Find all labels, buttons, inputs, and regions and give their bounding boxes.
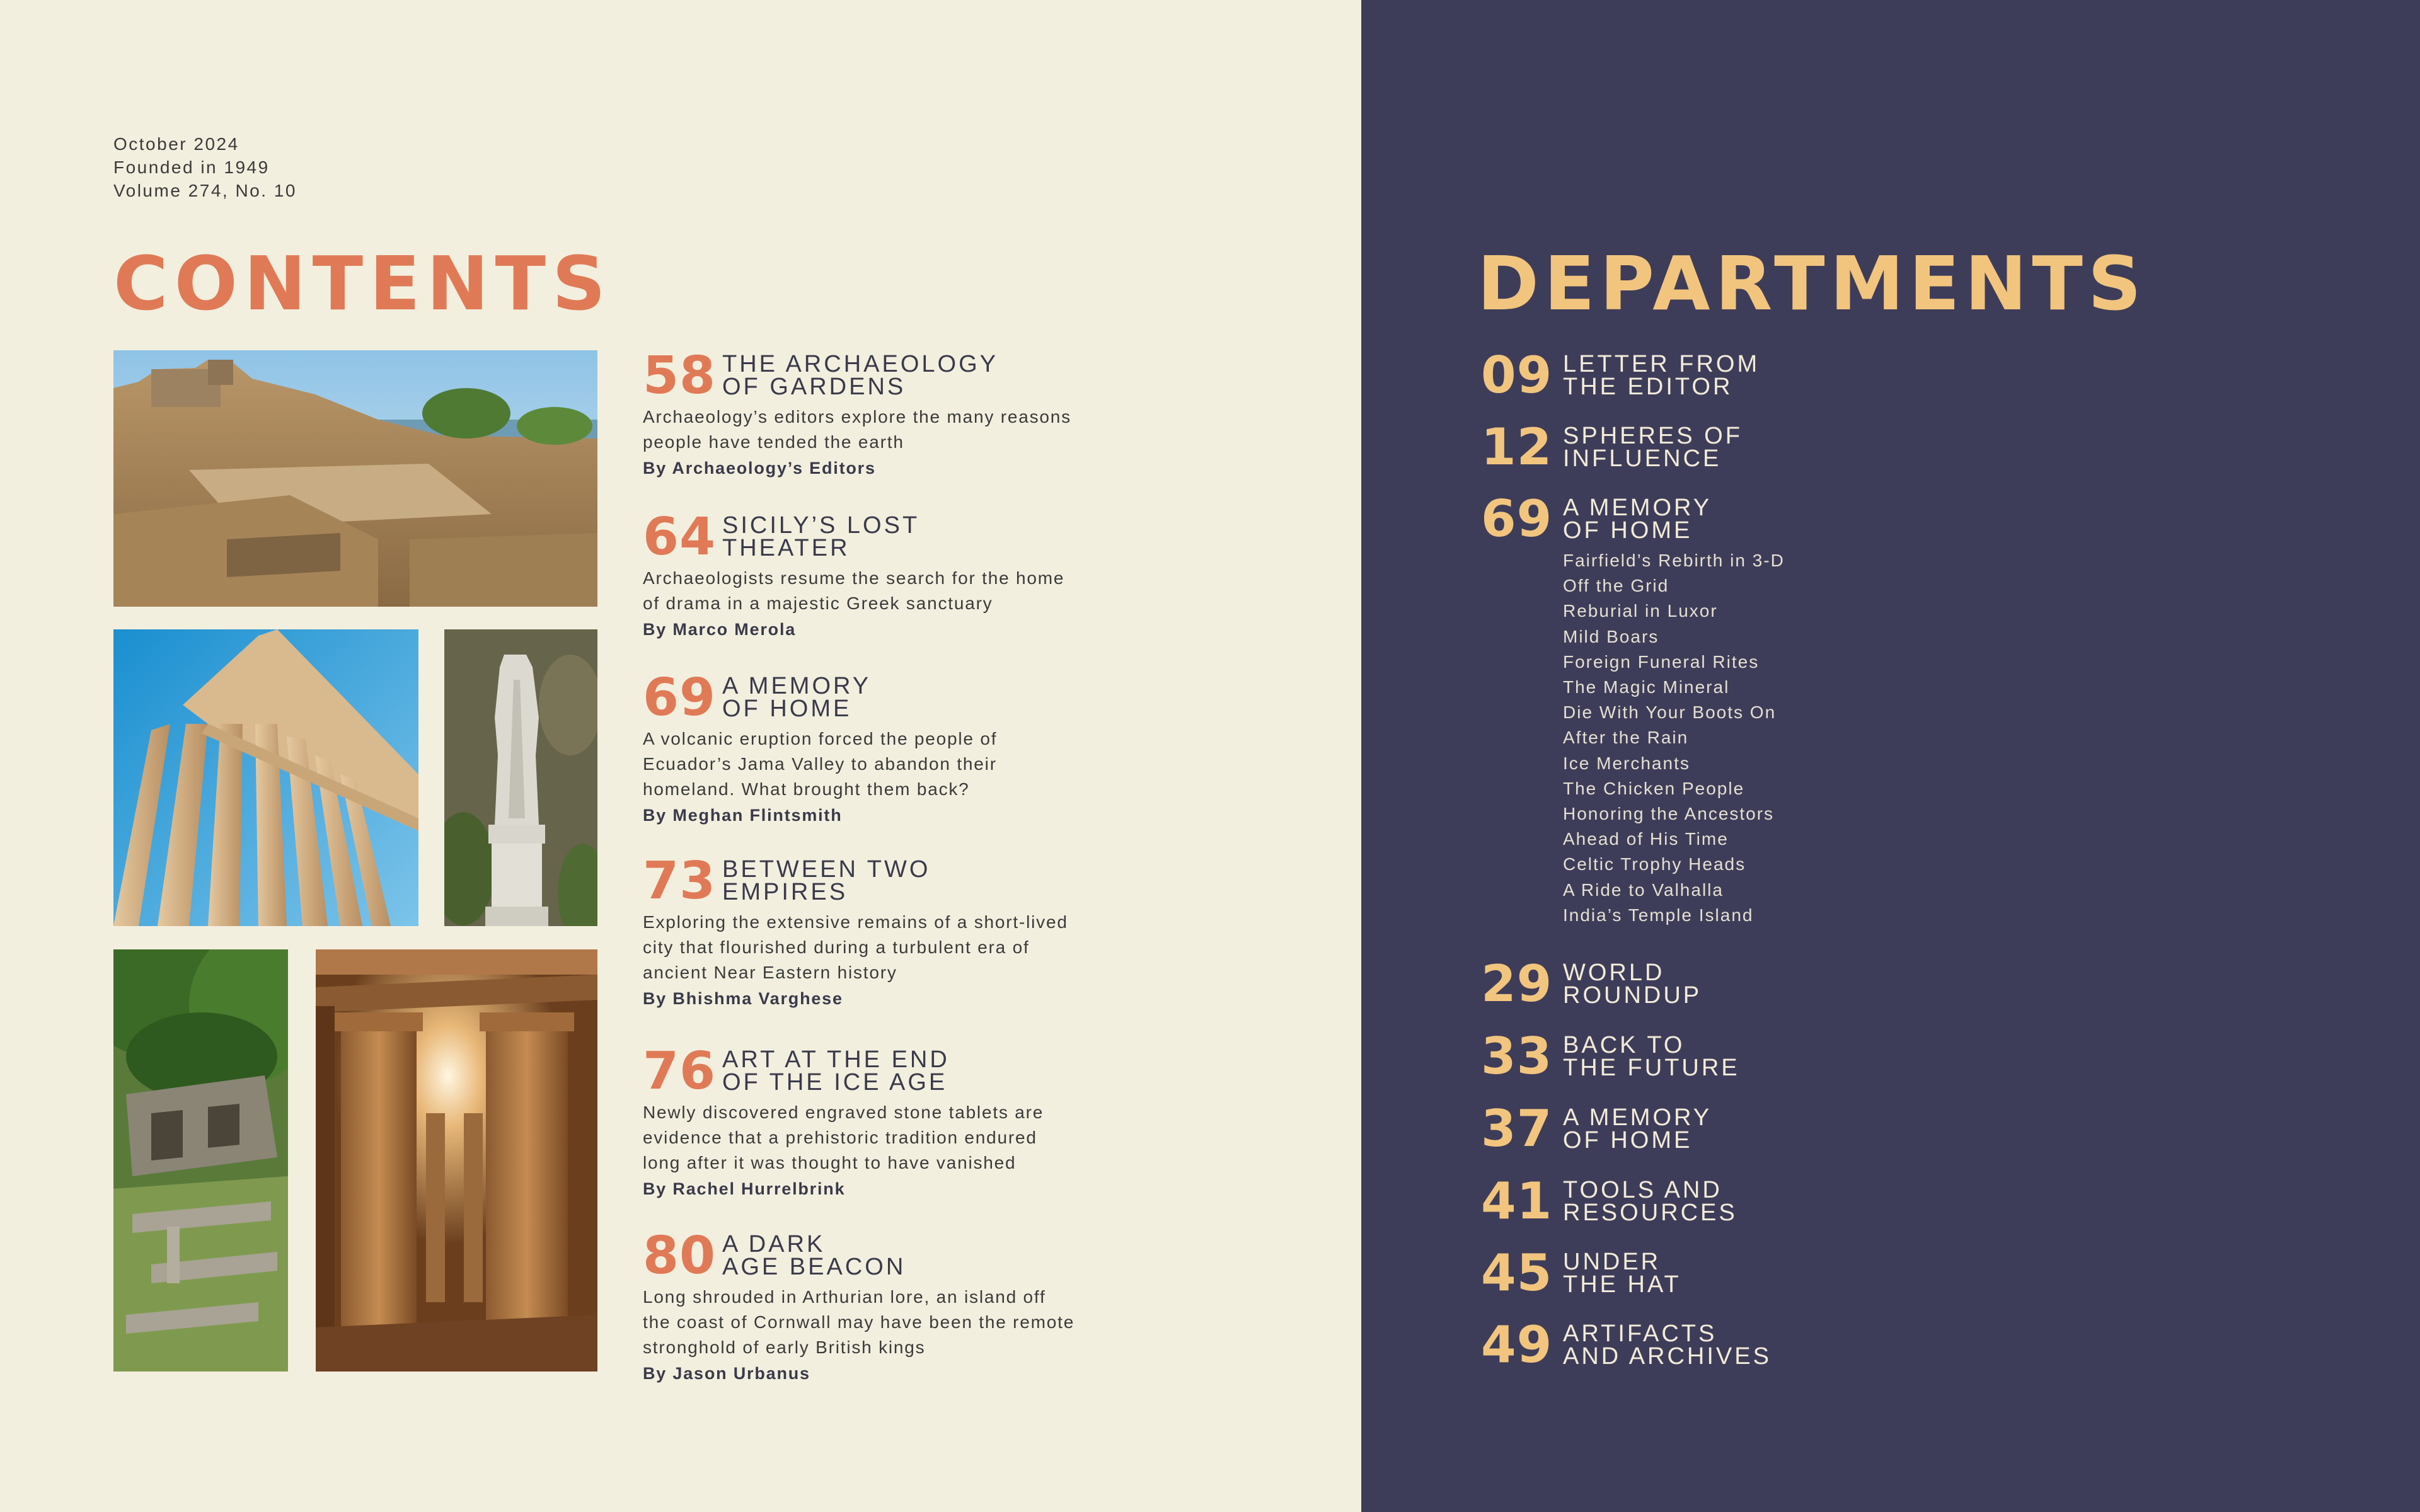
dept-page-number: 37: [1481, 1099, 1553, 1158]
sub-item[interactable]: A Ride to Valhalla: [1563, 879, 1724, 900]
sub-item[interactable]: India’s Temple Island: [1563, 905, 1754, 925]
dept-title: WORLD ROUNDUP: [1563, 959, 1702, 1009]
dept-33[interactable]: [1481, 1027, 1740, 1085]
story-description: Archaeology’s editors explore the many reasons people have tended the earth: [643, 407, 1071, 452]
story-description: Long shrouded in Arthurian lore, an island off the coast of Cornwall may have been the remote stronghold of early British kings: [643, 1287, 1075, 1357]
story-description: Archaeologists resume the search for the home of drama in a majestic Greek sanctuary: [643, 568, 1065, 613]
story-title: SICILY’S LOST THEATER: [722, 512, 920, 561]
dept-page-number: 33: [1481, 1027, 1553, 1085]
dept-sub-items: [1563, 548, 1785, 928]
story-byline: By Rachel Hurrelbrink: [643, 1179, 846, 1198]
story-page-number: 64: [643, 507, 717, 567]
story-byline: By Jason Urbanus: [643, 1364, 810, 1383]
masthead: [113, 132, 297, 202]
dept-title: A MEMORY OF HOME: [1563, 1104, 1712, 1154]
sub-item[interactable]: Reburial in Luxor: [1563, 601, 1718, 621]
sub-item[interactable]: Fairfield’s Rebirth in 3-D: [1563, 551, 1785, 570]
story-description: A volcanic eruption forced the people of Ecuador’s Jama Valley to abandon their homeland. What brought them back?: [643, 729, 998, 799]
dept-12[interactable]: [1481, 418, 1743, 476]
sub-item[interactable]: Die With Your Boots On: [1563, 702, 1777, 723]
sub-item[interactable]: Honoring the Ancestors: [1563, 804, 1775, 824]
photo-overgrown-ruins: [113, 949, 288, 1372]
sub-item[interactable]: Foreign Funeral Rites: [1563, 651, 1760, 672]
sub-item[interactable]: The Magic Mineral: [1563, 677, 1730, 697]
dept-69[interactable]: [1481, 490, 1712, 548]
story-page-number: 76: [643, 1041, 717, 1101]
story-byline: By Bhishma Varghese: [643, 989, 843, 1008]
dept-page-number: 49: [1481, 1315, 1553, 1374]
story-title: ART AT THE END OF THE ICE AGE: [722, 1046, 950, 1096]
story-byline: By Archaeology’s Editors: [643, 459, 876, 478]
dept-page-number: 29: [1481, 954, 1553, 1013]
dept-title: SPHERES OF INFLUENCE: [1563, 423, 1743, 472]
story-byline: By Marco Merola: [643, 620, 797, 639]
dept-49[interactable]: [1481, 1315, 1772, 1374]
story-64[interactable]: [643, 507, 1147, 639]
departments-heading: DEPARTMENTS: [1477, 240, 2146, 327]
sub-item[interactable]: Off the Grid: [1563, 576, 1669, 596]
sub-item[interactable]: Ice Merchants: [1563, 753, 1690, 773]
story-description: Newly discovered engraved stone tablets are evidence that a prehistoric tradition endured long after it was thought to have vanished: [643, 1102, 1044, 1172]
story-69[interactable]: [643, 668, 1147, 825]
sub-item[interactable]: Mild Boars: [1563, 626, 1659, 646]
story-title: THE ARCHAEOLOGY OF GARDENS: [722, 351, 998, 400]
dept-page-number: 45: [1481, 1244, 1553, 1302]
dept-29[interactable]: [1481, 954, 1702, 1013]
story-title: A DARK AGE BEACON: [722, 1231, 906, 1280]
dept-page-number: 41: [1481, 1172, 1553, 1230]
dept-title: A MEMORY OF HOME: [1563, 495, 1712, 544]
dept-title: BACK TO THE FUTURE: [1563, 1032, 1740, 1081]
story-76[interactable]: [643, 1041, 1147, 1199]
dept-45[interactable]: [1481, 1244, 1681, 1302]
dept-title: UNDER THE HAT: [1563, 1249, 1681, 1298]
dept-title: TOOLS AND RESOURCES: [1563, 1177, 1737, 1226]
dept-page-number: 12: [1481, 418, 1553, 476]
sub-item[interactable]: Celtic Trophy Heads: [1563, 854, 1746, 874]
story-page-number: 58: [643, 346, 717, 406]
story-page-number: 80: [643, 1226, 717, 1286]
dept-37[interactable]: [1481, 1099, 1712, 1158]
sub-item[interactable]: Ahead of His Time: [1563, 829, 1729, 849]
founded-line: Founded in 1949: [113, 158, 270, 177]
dept-page-number: 69: [1481, 490, 1553, 548]
issue-date: October 2024: [113, 134, 239, 154]
story-73[interactable]: [643, 851, 1147, 1009]
dept-title: ARTIFACTS AND ARCHIVES: [1563, 1320, 1772, 1370]
sub-item[interactable]: After the Rain: [1563, 728, 1689, 748]
dept-page-number: 09: [1481, 346, 1553, 404]
dept-09[interactable]: [1481, 346, 1760, 404]
story-page-number: 69: [643, 668, 717, 728]
photo-temple-columns: [113, 629, 418, 926]
volume-line: Volume 274, No. 10: [113, 181, 297, 200]
photo-statue: [444, 629, 597, 926]
story-58[interactable]: [643, 346, 1147, 478]
contents-heading: CONTENTS: [113, 240, 612, 327]
dept-41[interactable]: [1481, 1172, 1737, 1230]
story-byline: By Meghan Flintsmith: [643, 806, 843, 825]
story-title: BETWEEN TWO EMPIRES: [722, 856, 931, 905]
sub-item[interactable]: The Chicken People: [1563, 778, 1745, 798]
story-80[interactable]: [643, 1226, 1147, 1383]
story-title: A MEMORY OF HOME: [722, 673, 872, 722]
story-description: Exploring the extensive remains of a short-lived city that flourished during a turbulent era of ancient Near Eastern history: [643, 912, 1068, 982]
photo-egyptian-temple: [316, 949, 597, 1372]
photo-coastal-ruins: [113, 350, 597, 607]
story-page-number: 73: [643, 851, 717, 911]
dept-title: LETTER FROM THE EDITOR: [1563, 351, 1760, 400]
